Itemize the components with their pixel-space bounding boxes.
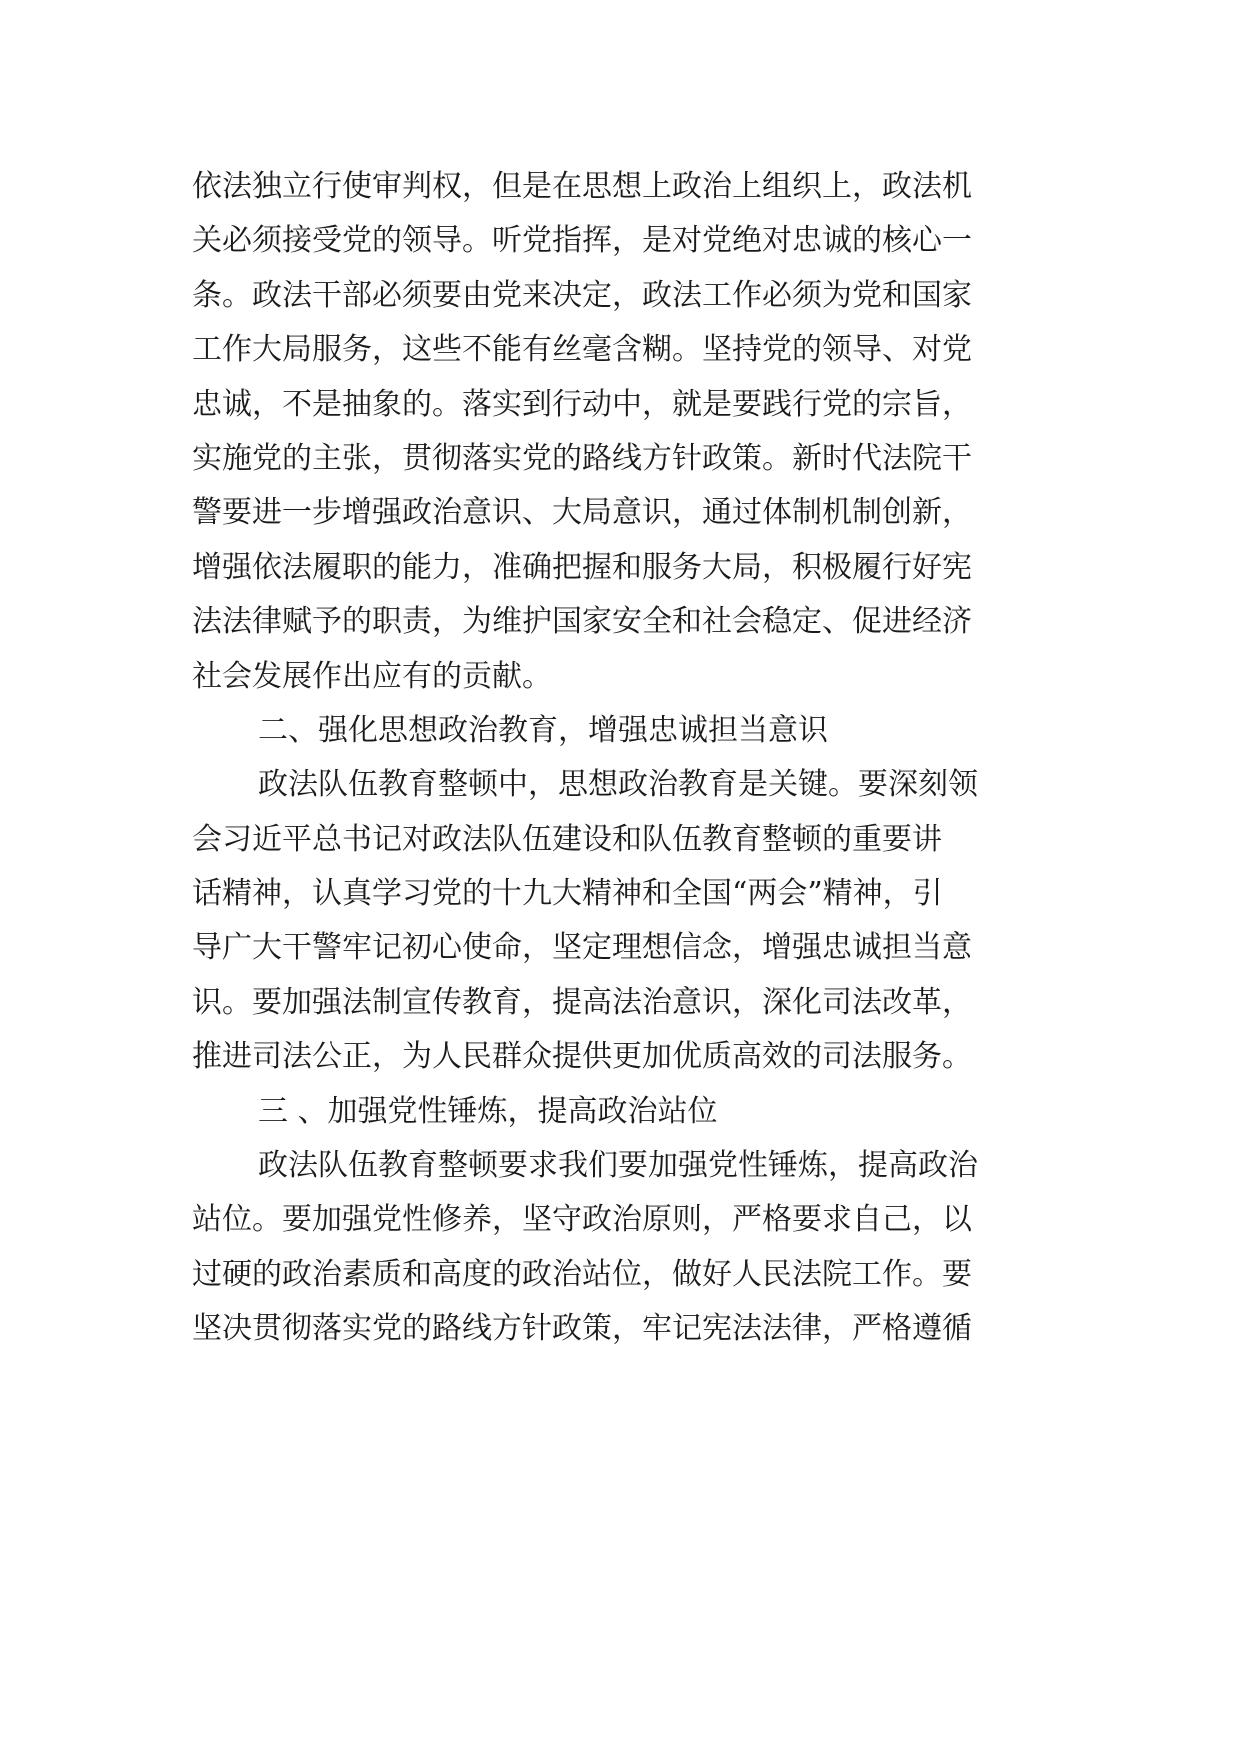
text-line: 话精神，认真学习党的十九大精神和全国“两会”精神，引 (192, 876, 943, 912)
text-line: 社会发展作出应有的贡献。 (192, 658, 552, 694)
text-line: 二、强化思想政治教育，增强忠诚担当意识 (258, 712, 828, 748)
text-line: 导广大干警牢记初心使命，坚定理想信念，增强忠诚担当意 (192, 930, 972, 966)
text-line: 条。政法干部必须要由党来决定，政法工作必须为党和国家 (192, 277, 972, 313)
text-line: 推进司法公正，为人民群众提供更加优质高效的司法服务。 (192, 1039, 972, 1075)
text-line: 坚决贯彻落实党的路线方针政策，牢记宪法法律，严格遵循 (192, 1311, 972, 1347)
text-line: 三 、加强党性锤炼，提高政治站位 (258, 1093, 718, 1129)
text-line: 忠诚，不是抽象的。落实到行动中，就是要践行党的宗旨， (192, 386, 972, 422)
text-line: 政法队伍教育整顿要求我们要加强党性锤炼，提高政治 (258, 1148, 978, 1184)
text-line: 识。要加强法制宣传教育，提高法治意识，深化司法改革， (192, 984, 972, 1020)
text-line: 关必须接受党的领导。听党指挥，是对党绝对忠诚的核心一 (192, 223, 972, 259)
text-line: 过硬的政治素质和高度的政治站位，做好人民法院工作。要 (192, 1256, 972, 1292)
text-line: 实施党的主张，贯彻落实党的路线方针政策。新时代法院干 (192, 440, 972, 476)
text-line: 会习近平总书记对政法队伍建设和队伍教育整顿的重要讲 (192, 821, 942, 857)
text-line: 站位。要加强党性修养，坚守政治原则，严格要求自己，以 (192, 1202, 972, 1238)
text-line: 法法律赋予的职责，为维护国家安全和社会稳定、促进经济 (192, 604, 972, 640)
text-line: 工作大局服务，这些不能有丝毫含糊。坚持党的领导、对党 (192, 332, 972, 368)
body-text (192, 160, 1060, 1357)
text-line: 增强依法履职的能力，准确把握和服务大局，积极履行好宪 (192, 549, 972, 585)
text-line: 政法队伍教育整顿中，思想政治教育是关键。要深刻领 (258, 767, 978, 803)
text-line: 依法独立行使审判权，但是在思想上政治上组织上，政法机 (192, 169, 972, 204)
text-line: 警要进一步增强政治意识、大局意识，通过体制机制创新， (192, 495, 972, 531)
